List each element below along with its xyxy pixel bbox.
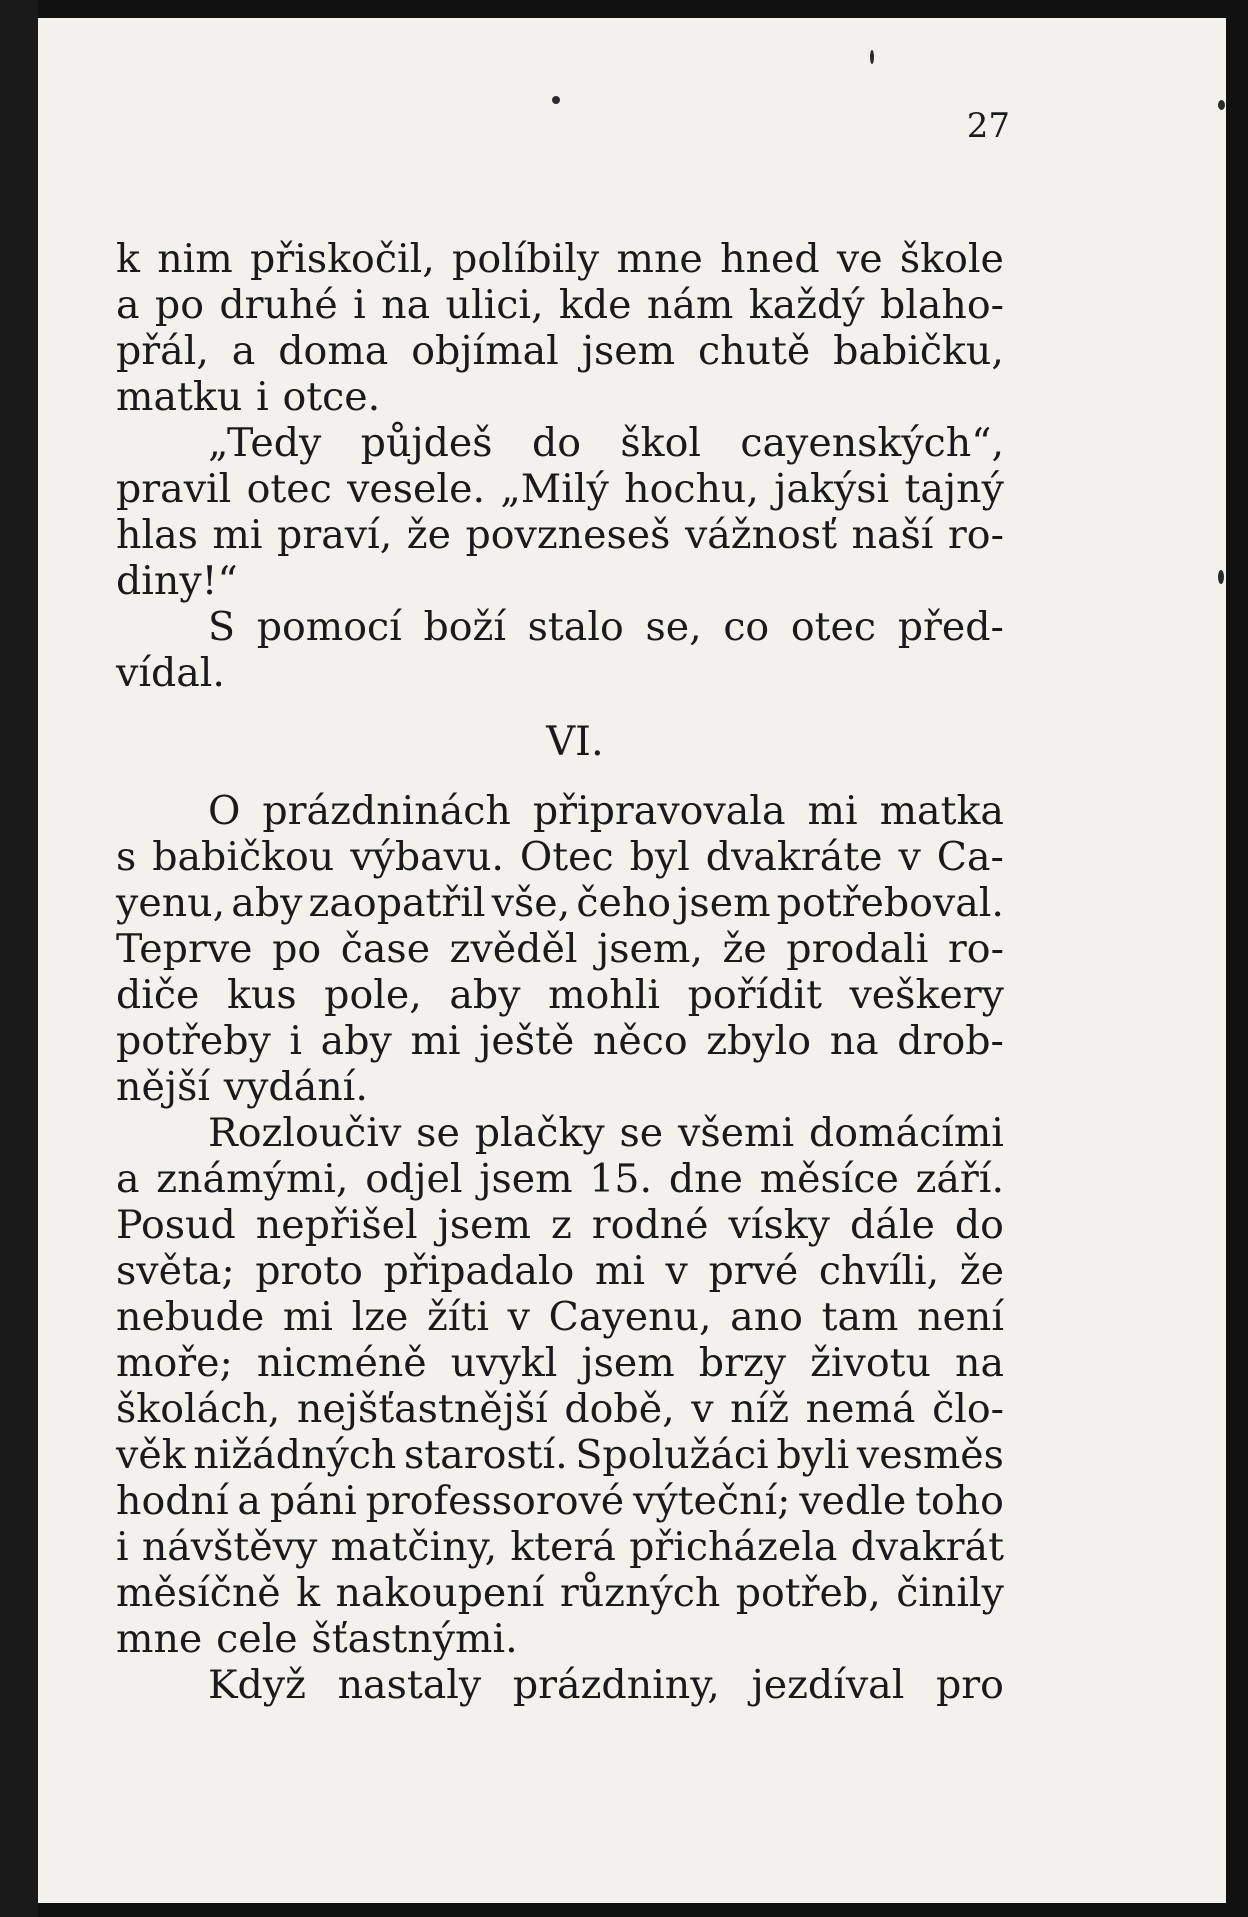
word: tam [821, 1294, 899, 1340]
word: výteční; [633, 1478, 791, 1524]
text-line [116, 1248, 1004, 1294]
scan-speck [870, 50, 874, 64]
word: byl [629, 834, 690, 880]
word: „Tedy [208, 420, 322, 466]
word: čase [340, 926, 431, 972]
word: cayenských“, [740, 420, 1004, 466]
text-line [116, 1294, 1004, 1340]
word: jsem [437, 1202, 531, 1248]
word: něco [592, 1018, 688, 1064]
word: době, [564, 1386, 675, 1432]
word: po [154, 282, 204, 328]
word: každý [748, 282, 865, 328]
word: čeho [576, 880, 672, 926]
word: nám [646, 282, 734, 328]
word: vážnosť [684, 512, 837, 558]
word: blaho- [879, 282, 1004, 328]
word: v [898, 834, 921, 880]
word: nim [157, 236, 233, 282]
word: v [691, 1386, 714, 1432]
word: na [829, 1018, 879, 1064]
word: naší [851, 512, 934, 558]
word: dne [668, 1156, 743, 1202]
word: cele [216, 1616, 298, 1662]
word: pravil [116, 466, 232, 512]
word: ro- [947, 926, 1004, 972]
word: diče [116, 972, 200, 1018]
word: jsem [479, 1156, 573, 1202]
word: uvykl [450, 1340, 558, 1386]
word: připadalo [383, 1248, 575, 1294]
word: mne [116, 1616, 203, 1662]
word: yenu, [116, 880, 226, 926]
word: jakýsi [774, 466, 890, 512]
word: vše, [491, 880, 571, 926]
word: otec [790, 604, 877, 650]
word: jsem, [597, 926, 703, 972]
word: páni [269, 1478, 357, 1524]
word: měsíčně [116, 1570, 281, 1616]
word: po [272, 926, 322, 972]
paragraphs-before-chapter [116, 236, 1004, 696]
word: hlas [116, 512, 198, 558]
word: mne [616, 236, 703, 282]
word: věk [116, 1432, 186, 1478]
word: druhé [219, 282, 338, 328]
word: lze [351, 1294, 409, 1340]
scan-speck [1218, 100, 1225, 110]
word: nepřišel [255, 1202, 418, 1248]
word: plačky [474, 1110, 605, 1156]
word: člo- [932, 1386, 1004, 1432]
word: matka [879, 788, 1004, 834]
word: do [954, 1202, 1004, 1248]
word: aby [449, 972, 521, 1018]
word: matčiny, [330, 1524, 498, 1570]
word: jsem [581, 328, 676, 374]
word: ve [836, 236, 883, 282]
word: brzy [698, 1340, 787, 1386]
word: činily [896, 1570, 1004, 1616]
word: zaopatřil [308, 880, 486, 926]
word: boží [423, 604, 506, 650]
word: nastaly [337, 1662, 482, 1708]
word: níž [730, 1386, 790, 1432]
text-line [116, 558, 1004, 604]
word: drob- [897, 1018, 1004, 1064]
text-line [116, 1524, 1004, 1570]
word: Otec [519, 834, 614, 880]
word: vísky [728, 1202, 831, 1248]
word: že [406, 512, 451, 558]
word: není [917, 1294, 1004, 1340]
word: prázdniny, [512, 1662, 720, 1708]
word: půjdeš [360, 420, 493, 466]
word: S [208, 604, 236, 650]
text-line [116, 1064, 1004, 1110]
word: mi [807, 788, 858, 834]
word: Spolužáci [575, 1432, 769, 1478]
word: v [665, 1248, 688, 1294]
word: proto [255, 1248, 363, 1294]
word: i [256, 374, 269, 420]
word: nebude [116, 1294, 265, 1340]
word: pomocí [256, 604, 402, 650]
text-line [116, 604, 1004, 650]
word: dvakráte [705, 834, 883, 880]
word: žíti [427, 1294, 489, 1340]
word: vesměs [856, 1432, 1004, 1478]
word: Rozloučiv [208, 1110, 402, 1156]
word: i [353, 282, 366, 328]
word: nejšťastnější [296, 1386, 548, 1432]
text-line [116, 650, 1004, 696]
word: O [208, 788, 241, 834]
text-line [116, 788, 1004, 834]
word: pořídit [687, 972, 822, 1018]
word: potřeboval. [776, 880, 1004, 926]
word: do [531, 420, 582, 466]
book-spine-shadow [0, 0, 38, 1917]
scan-speck [552, 96, 560, 104]
word: výbavu. [350, 834, 504, 880]
word: která [510, 1524, 616, 1570]
text-line [116, 1432, 1004, 1478]
word: září. [915, 1156, 1004, 1202]
word: objímal [411, 328, 559, 374]
word: že [959, 1248, 1004, 1294]
word: se [416, 1110, 460, 1156]
word: z [550, 1202, 572, 1248]
word: jezdíval [751, 1662, 905, 1708]
word: mi [282, 1294, 333, 1340]
text-line [116, 1340, 1004, 1386]
word: Když [208, 1662, 306, 1708]
text-line [116, 420, 1004, 466]
word: babičku, [833, 328, 1004, 374]
word: návštěvy [141, 1524, 318, 1570]
word: přiskočil, [250, 236, 435, 282]
word: a [231, 328, 256, 374]
word: před- [897, 604, 1004, 650]
word: školách, [116, 1386, 281, 1432]
word: a [237, 1478, 261, 1524]
word: chvíli, [818, 1248, 940, 1294]
word: kus [226, 972, 297, 1018]
word: s [116, 834, 137, 880]
word: prodali [786, 926, 929, 972]
word: měsíce [759, 1156, 899, 1202]
word: k [116, 236, 140, 282]
word: mi [410, 1018, 461, 1064]
word: ještě [479, 1018, 575, 1064]
word: Posud [116, 1202, 236, 1248]
text-line [116, 1202, 1004, 1248]
word: šťastnými. [311, 1616, 518, 1662]
word: matku [116, 374, 243, 420]
word: hochu, [624, 466, 759, 512]
text-line [116, 1386, 1004, 1432]
word: prázdninách [262, 788, 511, 834]
word: na [955, 1340, 1004, 1386]
word: i [116, 1524, 129, 1570]
text-line [116, 880, 1004, 926]
text-line [116, 236, 1004, 282]
chapter-heading: VI. [546, 719, 604, 765]
word: potřeby [116, 1018, 271, 1064]
word: vesele. [347, 466, 485, 512]
word: mohli [548, 972, 661, 1018]
text-line [116, 1478, 1004, 1524]
word: Ca- [936, 834, 1004, 880]
text-line [116, 1110, 1004, 1156]
word: domácími [809, 1110, 1004, 1156]
word: kde [558, 282, 632, 328]
word: babičkou [152, 834, 335, 880]
text-line [116, 512, 1004, 558]
word: praví, [277, 512, 393, 558]
word: stalo [527, 604, 624, 650]
word: 15. [589, 1156, 653, 1202]
text-line [116, 834, 1004, 880]
word: otec [246, 466, 332, 512]
word: pro [936, 1662, 1004, 1708]
paragraphs-after-chapter [116, 788, 1004, 1708]
word: ro- [947, 512, 1004, 558]
scan-speck [1218, 570, 1224, 584]
word: toho [915, 1478, 1004, 1524]
word: ulici, [445, 282, 544, 328]
word: hodní [116, 1478, 229, 1524]
word: veškery [849, 972, 1004, 1018]
word: vídal. [116, 650, 225, 696]
word: světa; [116, 1248, 235, 1294]
word: nější [116, 1064, 210, 1110]
word: se, [645, 604, 702, 650]
word: se [619, 1110, 664, 1156]
word: rodné [591, 1202, 709, 1248]
word: odjel [365, 1156, 463, 1202]
word: zbylo [706, 1018, 812, 1064]
word: a [116, 282, 140, 328]
word: připravovala [532, 788, 786, 834]
text-line [116, 328, 1004, 374]
word: známými, [156, 1156, 349, 1202]
word: starostí. [404, 1432, 568, 1478]
word: povzneseš [465, 512, 671, 558]
word: co [723, 604, 770, 650]
word: diny!“ [116, 558, 238, 604]
word: dvakrát [850, 1524, 1004, 1570]
word: aby [320, 1018, 392, 1064]
word: nemá [805, 1386, 916, 1432]
text-line [116, 1018, 1004, 1064]
word: různých [559, 1570, 721, 1616]
text-line [116, 1616, 1004, 1662]
word: „Milý [500, 466, 609, 512]
word: vydání. [223, 1064, 368, 1110]
text-line [116, 972, 1004, 1018]
word: v [507, 1294, 530, 1340]
word: potřeb, [735, 1570, 881, 1616]
word: tajný [904, 466, 1004, 512]
word: políbily [452, 236, 600, 282]
word: Cayenu, [548, 1294, 712, 1340]
word: k [296, 1570, 321, 1616]
word: byli [776, 1432, 850, 1478]
word: mi [594, 1248, 645, 1294]
body-text [116, 236, 1004, 1708]
text-line [116, 926, 1004, 972]
word: otce. [282, 374, 381, 420]
word: nakoupení [335, 1570, 545, 1616]
word: professorové [365, 1478, 625, 1524]
word: jsem [581, 1340, 675, 1386]
word: že [722, 926, 767, 972]
word: životu [810, 1340, 931, 1386]
text-line [116, 374, 1004, 420]
word: chutě [697, 328, 811, 374]
word: doma [278, 328, 389, 374]
text-line [116, 282, 1004, 328]
word: nižádných [193, 1432, 397, 1478]
word: dále [850, 1202, 935, 1248]
word: moře; [116, 1340, 233, 1386]
word: ano [730, 1294, 803, 1340]
word: pole, [324, 972, 422, 1018]
word: mi [212, 512, 263, 558]
word: nicméně [256, 1340, 427, 1386]
word: prvé [708, 1248, 799, 1294]
text-line [116, 1662, 1004, 1708]
word: přicházela [629, 1524, 838, 1570]
word: aby [231, 880, 303, 926]
word: zvěděl [449, 926, 578, 972]
word: i [289, 1018, 303, 1064]
text-line [116, 1570, 1004, 1616]
word: na [381, 282, 431, 328]
page-number: 27 [966, 106, 1010, 146]
text-line [116, 1156, 1004, 1202]
word: vedle [799, 1478, 907, 1524]
word: škole [899, 236, 1004, 282]
word: jsem [677, 880, 771, 926]
word: Teprve [116, 926, 253, 972]
word: všemi [678, 1110, 795, 1156]
word: škol [620, 420, 701, 466]
word: přál, [116, 328, 209, 374]
word: a [116, 1156, 140, 1202]
text-line [116, 466, 1004, 512]
word: hned [720, 236, 820, 282]
